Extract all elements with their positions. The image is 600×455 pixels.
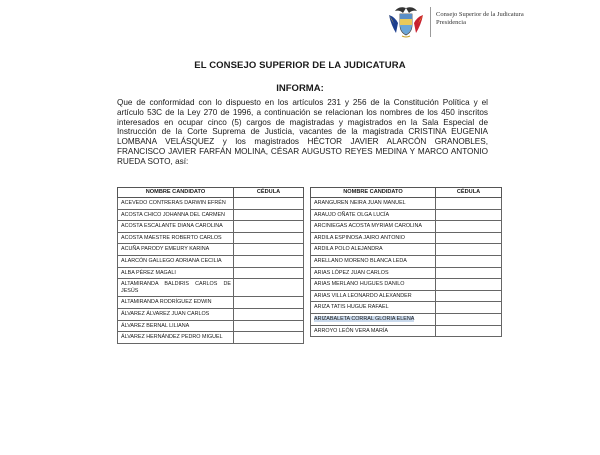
candidate-name: ACUÑA PARODY EMEURY KARINA [121,246,210,253]
table-row [311,313,502,325]
candidate-name: ALTAMIRANDA RODRÍGUEZ EDWIN [121,299,212,306]
table-row [311,267,502,279]
table-row [118,232,304,244]
table-row [311,209,502,221]
candidate-name: ACEVEDO CONTRERAS DARWIN EFRÉN [121,200,226,206]
intro-paragraph: Que de conformidad con lo dispuesto en los artículos 231 y 256 de la Constitución Política y el artículo 53C de la Ley 270 de 1996, a continuación se relacionan los nombres de los 450 inscritos interesados en ocupar cinco (5) cargos de magistradas y magistrados en la Sala Especial de Instrucción de la Corte Suprema de Justicia, vacantes de la magistrada CRISTINA EUGENIA LOMBANA VELÁSQUEZ y los magistrados HÉCTOR JAVIER ALARCÓN GRANOBLES, FRANCISCO JAVIER FARFÁN MOLINA, CÉSAR AUGUSTO REYES MEDINA Y MARCO ANTONIO RUEDA SOTO, así: [117,98,488,166]
candidate-name: ARDILA ESPINOSA JAIRO ANTONIO [314,234,405,241]
document-subtitle: INFORMA: [276,83,324,94]
table-row [118,297,304,309]
candidate-name-cell [311,267,436,279]
candidate-name-cell [118,232,234,244]
document-title: EL CONSEJO SUPERIOR DE LA JUDICATURA [194,60,406,71]
candidate-name: ARDILA POLO ALEJANDRA [314,246,383,253]
candidate-name-cell [118,332,234,344]
candidate-name: ÁLVAREZ HERNÁNDEZ PEDRO MIGUEL [121,334,223,341]
table-row [118,198,304,210]
organization-name [436,11,524,27]
candidate-name: ARIZABALETA CORRAL GLORIA ELENA [314,315,415,322]
table-row [311,325,502,337]
id-number-cell [234,232,304,244]
table-row [118,244,304,256]
candidate-name: ALTAMIRANDA BALDIRIS CARLOS DE JESÚS [121,281,231,294]
id-number-cell [234,221,304,233]
table-row [118,221,304,233]
id-number-cell [436,325,502,337]
candidate-name-cell [311,244,436,256]
candidate-name: ARIZA TATIS HUGUE RAFAEL [314,304,389,311]
candidate-name: ARELLANO MORENO BLANCA LEDA [314,257,407,264]
table-row [311,279,502,291]
id-number-cell [436,302,502,314]
id-number-cell [234,209,304,221]
candidate-name-cell [118,255,234,267]
candidate-name: ARROYO LEÓN VERA MARÍA [314,327,388,334]
candidate-name-cell [118,244,234,256]
candidate-name-cell [118,209,234,221]
colombia-coat-of-arms-icon [386,5,426,39]
candidate-name-cell [311,290,436,302]
table-row [311,255,502,267]
candidate-name-cell [311,255,436,267]
table-row [311,221,502,233]
id-number-cell [234,267,304,279]
column-header-name: NOMBRE CANDIDATO [311,188,436,198]
table-row [118,267,304,279]
table-row [118,255,304,267]
candidate-name-cell [311,232,436,244]
candidate-name-cell [118,279,234,297]
id-number-cell [436,244,502,256]
candidate-name: ÁLVAREZ ÁLVAREZ JUAN CARLOS [121,310,210,317]
organization-line-2: Presidencia [436,19,466,26]
candidate-name: ÁLVAREZ BERNAL LILIANA [121,322,190,329]
candidate-name: ARANGUREN NEIRA JUAN MANUEL [314,200,406,206]
id-number-cell [436,279,502,291]
candidate-name-cell [118,320,234,332]
candidate-name: ARCINIEGAS ACOSTA MYRIAM CAROLINA [314,223,423,230]
candidate-name: ARIAS VILLA LEONARDO ALEXANDER [314,292,412,299]
candidate-name: ALBA PÉREZ MAGALI [121,269,176,276]
candidate-name: ARIAS MERLANO HUGUES DANILO [314,281,405,288]
id-number-cell [436,198,502,210]
table-row [118,320,304,332]
column-header-id: CÉDULA [234,188,304,198]
candidate-name-cell [118,221,234,233]
id-number-cell [436,313,502,325]
column-header-id: CÉDULA [436,188,502,198]
id-number-cell [234,279,304,297]
candidate-name: ARAUJO OÑATE OLGA LUCÍA [314,211,390,218]
table-row [311,244,502,256]
candidates-table-left [117,187,304,344]
letterhead [386,5,596,39]
table-row [311,232,502,244]
candidate-name-cell [311,279,436,291]
id-number-cell [234,255,304,267]
id-number-cell [436,267,502,279]
id-number-cell [234,244,304,256]
table-row [118,279,304,297]
candidate-name: ARIAS LÓPEZ JUAN CARLOS [314,269,389,276]
id-number-cell [436,221,502,233]
table-row [311,198,502,210]
candidate-name-cell [118,267,234,279]
id-number-cell [234,320,304,332]
candidate-name: ACOSTA MAESTRE ROBERTO CARLOS [121,234,222,241]
id-number-cell [436,290,502,302]
candidates-table-right [310,187,502,337]
column-header-name: NOMBRE CANDIDATO [118,188,234,198]
candidate-name-cell [311,221,436,233]
table-row [118,209,304,221]
candidate-name: ACOSTA CHICO JOHANNA DEL CARMEN [121,211,225,218]
candidate-name-cell [311,198,436,210]
header-divider [430,7,431,37]
candidate-name-cell [118,297,234,309]
id-number-cell [436,209,502,221]
candidate-name-cell [311,325,436,337]
candidate-name-cell [311,313,436,325]
candidate-name-cell [118,198,234,210]
id-number-cell [234,198,304,210]
table-row [311,290,502,302]
table-row [118,308,304,320]
candidate-name-cell [311,302,436,314]
candidate-name-cell [118,308,234,320]
id-number-cell [234,308,304,320]
table-row [311,302,502,314]
id-number-cell [234,332,304,344]
candidate-name: ACOSTA ESCALANTE DIANA CAROLINA [121,223,223,230]
id-number-cell [234,297,304,309]
organization-line-1: Consejo Superior de la Judicatura [436,11,524,18]
candidate-name-cell [311,209,436,221]
table-row [118,332,304,344]
id-number-cell [436,232,502,244]
candidate-name: ALARCÓN GALLEGO ADRIANA CECILIA [121,257,222,264]
id-number-cell [436,255,502,267]
